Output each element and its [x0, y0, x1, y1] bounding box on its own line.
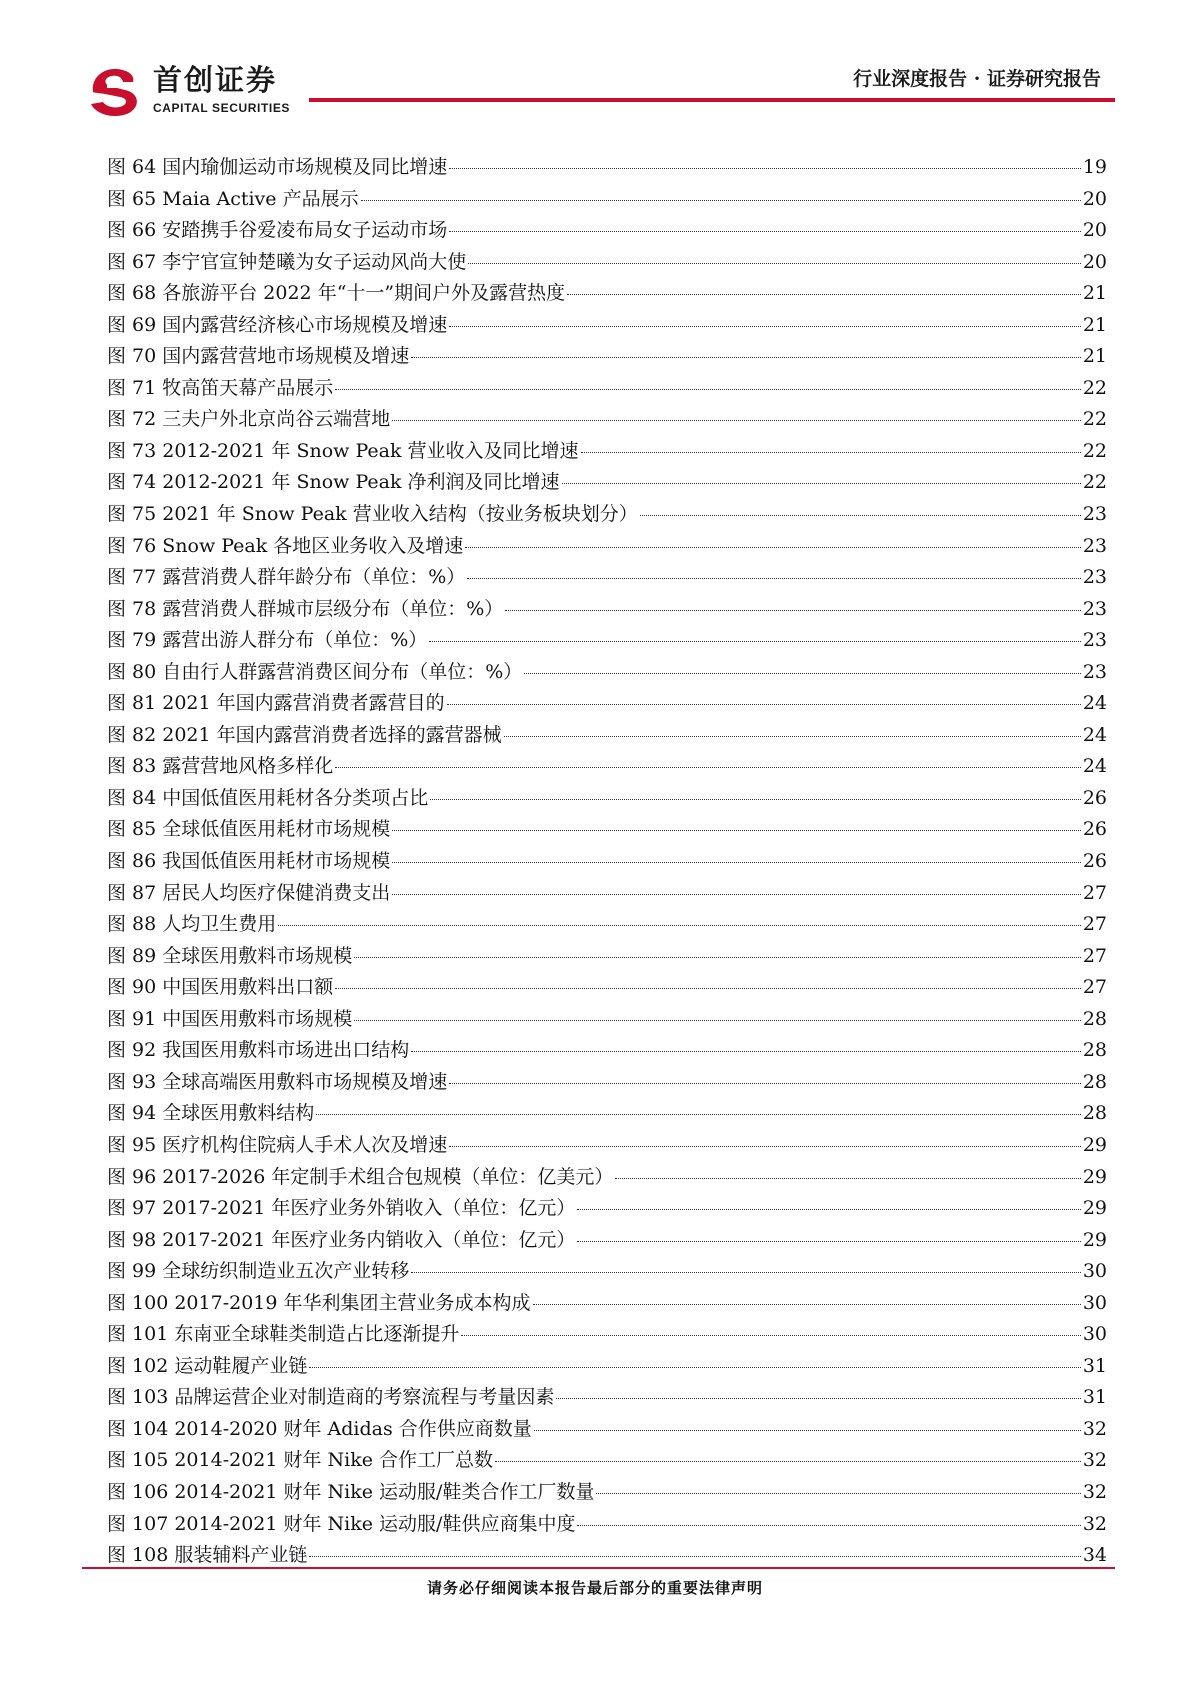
toc-leader-dots — [461, 1335, 1080, 1336]
toc-entry-page: 32 — [1082, 1449, 1107, 1472]
toc-entry-page: 24 — [1082, 692, 1107, 715]
toc-entry-page: 23 — [1082, 629, 1107, 652]
toc-entry[interactable] — [107, 499, 1107, 531]
toc-entry-label: 图 100 2017-2019 年华利集团主营业务成本构成 — [107, 1291, 531, 1314]
toc-entry-page: 22 — [1082, 471, 1107, 494]
toc-entry-label: 图 86 我国低值医用耗材市场规模 — [107, 850, 391, 873]
toc-entry[interactable] — [107, 1477, 1107, 1509]
toc-entry-label: 图 67 李宁官宣钟楚曦为女子运动风尚大使 — [107, 250, 467, 273]
toc-entry[interactable] — [107, 404, 1107, 436]
toc-entry[interactable] — [107, 247, 1107, 279]
toc-entry[interactable] — [107, 625, 1107, 657]
toc-leader-dots — [411, 1051, 1081, 1052]
toc-leader-dots — [411, 357, 1081, 358]
toc-entry-label: 图 87 居民人均医疗保健消费支出 — [107, 881, 391, 904]
header-divider — [309, 98, 1115, 102]
toc-entry-label: 图 88 人均卫生费用 — [107, 913, 277, 936]
toc-entry-label: 图 93 全球高端医用敷料市场规模及增速 — [107, 1070, 448, 1093]
toc-entry-page: 28 — [1082, 1070, 1107, 1093]
toc-leader-dots — [392, 830, 1081, 831]
toc-entry-page: 27 — [1082, 976, 1107, 999]
brand-name-cn: 首创证券 — [153, 63, 278, 97]
toc-entry-page: 34 — [1082, 1544, 1107, 1567]
toc-leader-dots — [495, 1461, 1081, 1462]
toc-leader-dots — [447, 704, 1081, 705]
toc-leader-dots — [467, 578, 1081, 579]
toc-leader-dots — [449, 1146, 1081, 1147]
toc-entry-label: 图 94 全球医用敷料结构 — [107, 1102, 315, 1125]
toc-entry-page: 23 — [1082, 597, 1107, 620]
toc-leader-dots — [309, 1367, 1080, 1368]
toc-entry[interactable] — [107, 1256, 1107, 1288]
toc-entry[interactable] — [107, 846, 1107, 878]
toc-entry-page: 19 — [1082, 156, 1107, 178]
toc-leader-dots — [556, 1398, 1080, 1399]
toc-entry-label: 图 74 2012-2021 年 Snow Peak 净利润及同比增速 — [107, 471, 560, 494]
toc-entry[interactable] — [107, 1288, 1107, 1320]
toc-entry-label: 图 79 露营出游人群分布（单位：%） — [107, 629, 428, 652]
toc-entry[interactable] — [107, 341, 1107, 373]
report-type-title: 行业深度报告 · 证券研究报告 — [853, 68, 1101, 90]
toc-entry-label: 图 76 Snow Peak 各地区业务收入及增速 — [107, 534, 464, 557]
toc-entry-page: 20 — [1082, 187, 1107, 210]
toc-leader-dots — [278, 925, 1081, 926]
toc-entry-label: 图 91 中国医用敷料市场规模 — [107, 1007, 353, 1030]
toc-leader-dots — [430, 799, 1081, 800]
toc-entry-label: 图 81 2021 年国内露营消费者露营目的 — [107, 692, 445, 715]
toc-leader-dots — [392, 862, 1081, 863]
toc-entry-page: 29 — [1082, 1197, 1107, 1220]
toc-entry-page: 27 — [1082, 913, 1107, 936]
page-header — [85, 58, 1115, 122]
toc-leader-dots — [429, 641, 1081, 642]
toc-leader-dots — [309, 1556, 1080, 1557]
toc-entry-label: 图 64 国内瑜伽运动市场规模及同比增速 — [107, 156, 448, 178]
toc-leader-dots — [577, 1525, 1080, 1526]
toc-entry-label: 图 98 2017-2021 年医疗业务内销收入（单位：亿元） — [107, 1228, 576, 1251]
toc-leader-dots — [354, 1020, 1081, 1021]
toc-entry[interactable] — [107, 720, 1107, 752]
toc-leader-dots — [562, 483, 1081, 484]
toc-entry-label: 图 92 我国医用敷料市场进出口结构 — [107, 1039, 410, 1062]
toc-entry[interactable] — [107, 1193, 1107, 1225]
toc-entry[interactable] — [107, 1035, 1107, 1067]
toc-entry-page: 20 — [1082, 219, 1107, 242]
toc-entry-page: 23 — [1082, 660, 1107, 683]
toc-leader-dots — [524, 673, 1081, 674]
toc-entry-page: 23 — [1082, 566, 1107, 589]
toc-entry-page: 22 — [1082, 376, 1107, 399]
toc-entry-page: 30 — [1082, 1260, 1107, 1283]
toc-leader-dots — [504, 736, 1081, 737]
toc-entry-label: 图 84 中国低值医用耗材各分类项占比 — [107, 786, 429, 809]
toc-entry[interactable] — [107, 1509, 1107, 1541]
toc-entry-page: 22 — [1082, 408, 1107, 431]
toc-leader-dots — [567, 294, 1081, 295]
toc-leader-dots — [640, 515, 1081, 516]
toc-entry[interactable] — [107, 688, 1107, 720]
toc-leader-dots — [465, 547, 1081, 548]
toc-entry[interactable] — [107, 1067, 1107, 1099]
toc-entry-page: 21 — [1082, 313, 1107, 336]
toc-entry[interactable] — [107, 1319, 1107, 1351]
toc-leader-dots — [596, 1493, 1080, 1494]
brand-name-en: CAPITAL SECURITIES — [153, 101, 291, 115]
toc-entry-page: 32 — [1082, 1512, 1107, 1535]
toc-leader-dots — [533, 1304, 1081, 1305]
toc-entry-page: 30 — [1082, 1323, 1107, 1346]
toc-leader-dots — [335, 988, 1081, 989]
toc-entry-page: 28 — [1082, 1102, 1107, 1125]
toc-entry-page: 31 — [1082, 1386, 1107, 1409]
legal-disclaimer: 请务必仔细阅读本报告最后部分的重要法律声明 — [426, 1579, 763, 1597]
toc-entry-label: 图 103 品牌运营企业对制造商的考察流程与考量因素 — [107, 1386, 555, 1409]
toc-leader-dots — [449, 1083, 1081, 1084]
toc-entry-label: 图 97 2017-2021 年医疗业务外销收入（单位：亿元） — [107, 1197, 576, 1220]
toc-entry-label: 图 70 国内露营营地市场规模及增速 — [107, 345, 410, 368]
toc-entry[interactable] — [107, 1130, 1107, 1162]
toc-entry-page: 21 — [1082, 282, 1107, 305]
toc-entry[interactable] — [107, 1098, 1107, 1130]
toc-entry[interactable] — [107, 1004, 1107, 1036]
footer-divider — [82, 1567, 1115, 1569]
toc-entry-label: 图 108 服装辅料产业链 — [107, 1544, 308, 1567]
toc-leader-dots — [534, 1430, 1081, 1431]
toc-entry-label: 图 71 牧高笛天幕产品展示 — [107, 376, 334, 399]
toc-entry[interactable] — [107, 1382, 1107, 1414]
toc-entry[interactable] — [107, 972, 1107, 1004]
toc-entry-page: 22 — [1082, 439, 1107, 462]
toc-leader-dots — [316, 1114, 1081, 1115]
toc-entry[interactable] — [107, 373, 1107, 405]
toc-entry[interactable] — [107, 657, 1107, 689]
toc-entry[interactable] — [107, 1351, 1107, 1383]
toc-entry[interactable] — [107, 1414, 1107, 1446]
toc-entry-page: 21 — [1082, 345, 1107, 368]
toc-entry[interactable] — [107, 783, 1107, 815]
toc-entry-label: 图 65 Maia Active 产品展示 — [107, 187, 359, 210]
toc-entry-page: 27 — [1082, 944, 1107, 967]
toc-entry-page: 24 — [1082, 755, 1107, 778]
toc-entry[interactable] — [107, 562, 1107, 594]
toc-entry-label: 图 89 全球医用敷料市场规模 — [107, 944, 353, 967]
toc-entry[interactable] — [107, 909, 1107, 941]
toc-entry-label: 图 72 三夫户外北京尚谷云端营地 — [107, 408, 391, 431]
toc-entry[interactable] — [107, 436, 1107, 468]
toc-entry[interactable] — [107, 152, 1107, 184]
toc-entry[interactable] — [107, 184, 1107, 216]
toc-entry-label: 图 69 国内露营经济核心市场规模及增速 — [107, 313, 448, 336]
toc-entry-page: 29 — [1082, 1133, 1107, 1156]
toc-leader-dots — [361, 200, 1081, 201]
toc-leader-dots — [449, 326, 1081, 327]
toc-entry-page: 24 — [1082, 723, 1107, 746]
toc-entry[interactable] — [107, 878, 1107, 910]
toc-entry-label: 图 107 2014-2021 财年 Nike 运动服/鞋供应商集中度 — [107, 1512, 576, 1535]
toc-entry-label: 图 80 自由行人群露营消费区间分布（单位：%） — [107, 660, 523, 683]
toc-entry[interactable] — [107, 941, 1107, 973]
toc-entry-label: 图 90 中国医用敷料出口额 — [107, 976, 334, 999]
toc-entry-page: 23 — [1082, 503, 1107, 526]
toc-entry[interactable] — [107, 751, 1107, 783]
toc-leader-dots — [354, 957, 1081, 958]
toc-entry[interactable] — [107, 278, 1107, 310]
toc-entry-label: 图 105 2014-2021 财年 Nike 合作工厂总数 — [107, 1449, 494, 1472]
toc-leader-dots — [392, 894, 1081, 895]
toc-entry-label: 图 68 各旅游平台 2022 年“十一”期间户外及露营热度 — [107, 282, 566, 305]
toc-entry-page: 32 — [1082, 1480, 1107, 1503]
toc-leader-dots — [505, 610, 1081, 611]
toc-entry-label: 图 77 露营消费人群年龄分布（单位：%） — [107, 566, 466, 589]
toc-entry[interactable] — [107, 215, 1107, 247]
capital-securities-logo-icon — [85, 62, 145, 118]
toc-entry[interactable] — [107, 531, 1107, 563]
toc-leader-dots — [615, 1178, 1080, 1179]
toc-entry-label: 图 104 2014-2020 财年 Adidas 合作供应商数量 — [107, 1417, 532, 1440]
toc-entry[interactable] — [107, 1445, 1107, 1477]
toc-entry-label: 图 106 2014-2021 财年 Nike 运动服/鞋类合作工厂数量 — [107, 1480, 595, 1503]
toc-entry-label: 图 102 运动鞋履产业链 — [107, 1354, 308, 1377]
toc-entry-page: 31 — [1082, 1354, 1107, 1377]
toc-leader-dots — [411, 1272, 1081, 1273]
toc-entry-page: 28 — [1082, 1007, 1107, 1030]
toc-entry[interactable] — [107, 310, 1107, 342]
toc-leader-dots — [449, 168, 1081, 169]
toc-entry-label: 图 96 2017-2026 年定制手术组合包规模（单位：亿美元） — [107, 1165, 614, 1188]
toc-entry-label: 图 99 全球纺织制造业五次产业转移 — [107, 1260, 410, 1283]
toc-leader-dots — [335, 389, 1081, 390]
toc-entry[interactable] — [107, 1225, 1107, 1257]
figure-list — [107, 152, 1107, 1572]
toc-entry-label: 图 83 露营营地风格多样化 — [107, 755, 334, 778]
toc-entry-label: 图 73 2012-2021 年 Snow Peak 营业收入及同比增速 — [107, 439, 579, 462]
toc-leader-dots — [581, 452, 1081, 453]
toc-entry-page: 29 — [1082, 1165, 1107, 1188]
toc-entry-page: 20 — [1082, 250, 1107, 273]
toc-entry-label: 图 78 露营消费人群城市层级分布（单位：%） — [107, 597, 504, 620]
toc-entry-page: 29 — [1082, 1228, 1107, 1251]
toc-entry-label: 图 75 2021 年 Snow Peak 营业收入结构（按业务板块划分） — [107, 503, 638, 526]
toc-entry[interactable] — [107, 1162, 1107, 1194]
toc-entry-label: 图 95 医疗机构住院病人手术人次及增速 — [107, 1133, 448, 1156]
toc-entry-page: 23 — [1082, 534, 1107, 557]
toc-leader-dots — [468, 263, 1081, 264]
toc-entry-label: 图 82 2021 年国内露营消费者选择的露营器械 — [107, 723, 502, 746]
toc-entry-page: 26 — [1082, 850, 1107, 873]
toc-leader-dots — [577, 1241, 1080, 1242]
toc-entry-label: 图 101 东南亚全球鞋类制造占比逐渐提升 — [107, 1323, 460, 1346]
toc-entry-page: 32 — [1082, 1417, 1107, 1440]
toc-leader-dots — [392, 420, 1081, 421]
toc-entry-page: 26 — [1082, 786, 1107, 809]
toc-entry[interactable] — [107, 594, 1107, 626]
toc-entry[interactable] — [107, 814, 1107, 846]
toc-leader-dots — [449, 231, 1081, 232]
toc-entry-page: 26 — [1082, 818, 1107, 841]
toc-leader-dots — [577, 1209, 1080, 1210]
toc-entry-label: 图 66 安踏携手谷爱凌布局女子运动市场 — [107, 219, 448, 242]
toc-entry-label: 图 85 全球低值医用耗材市场规模 — [107, 818, 391, 841]
toc-entry-page: 28 — [1082, 1039, 1107, 1062]
toc-leader-dots — [335, 767, 1081, 768]
toc-entry-page: 30 — [1082, 1291, 1107, 1314]
toc-entry[interactable] — [107, 467, 1107, 499]
toc-entry-page: 27 — [1082, 881, 1107, 904]
